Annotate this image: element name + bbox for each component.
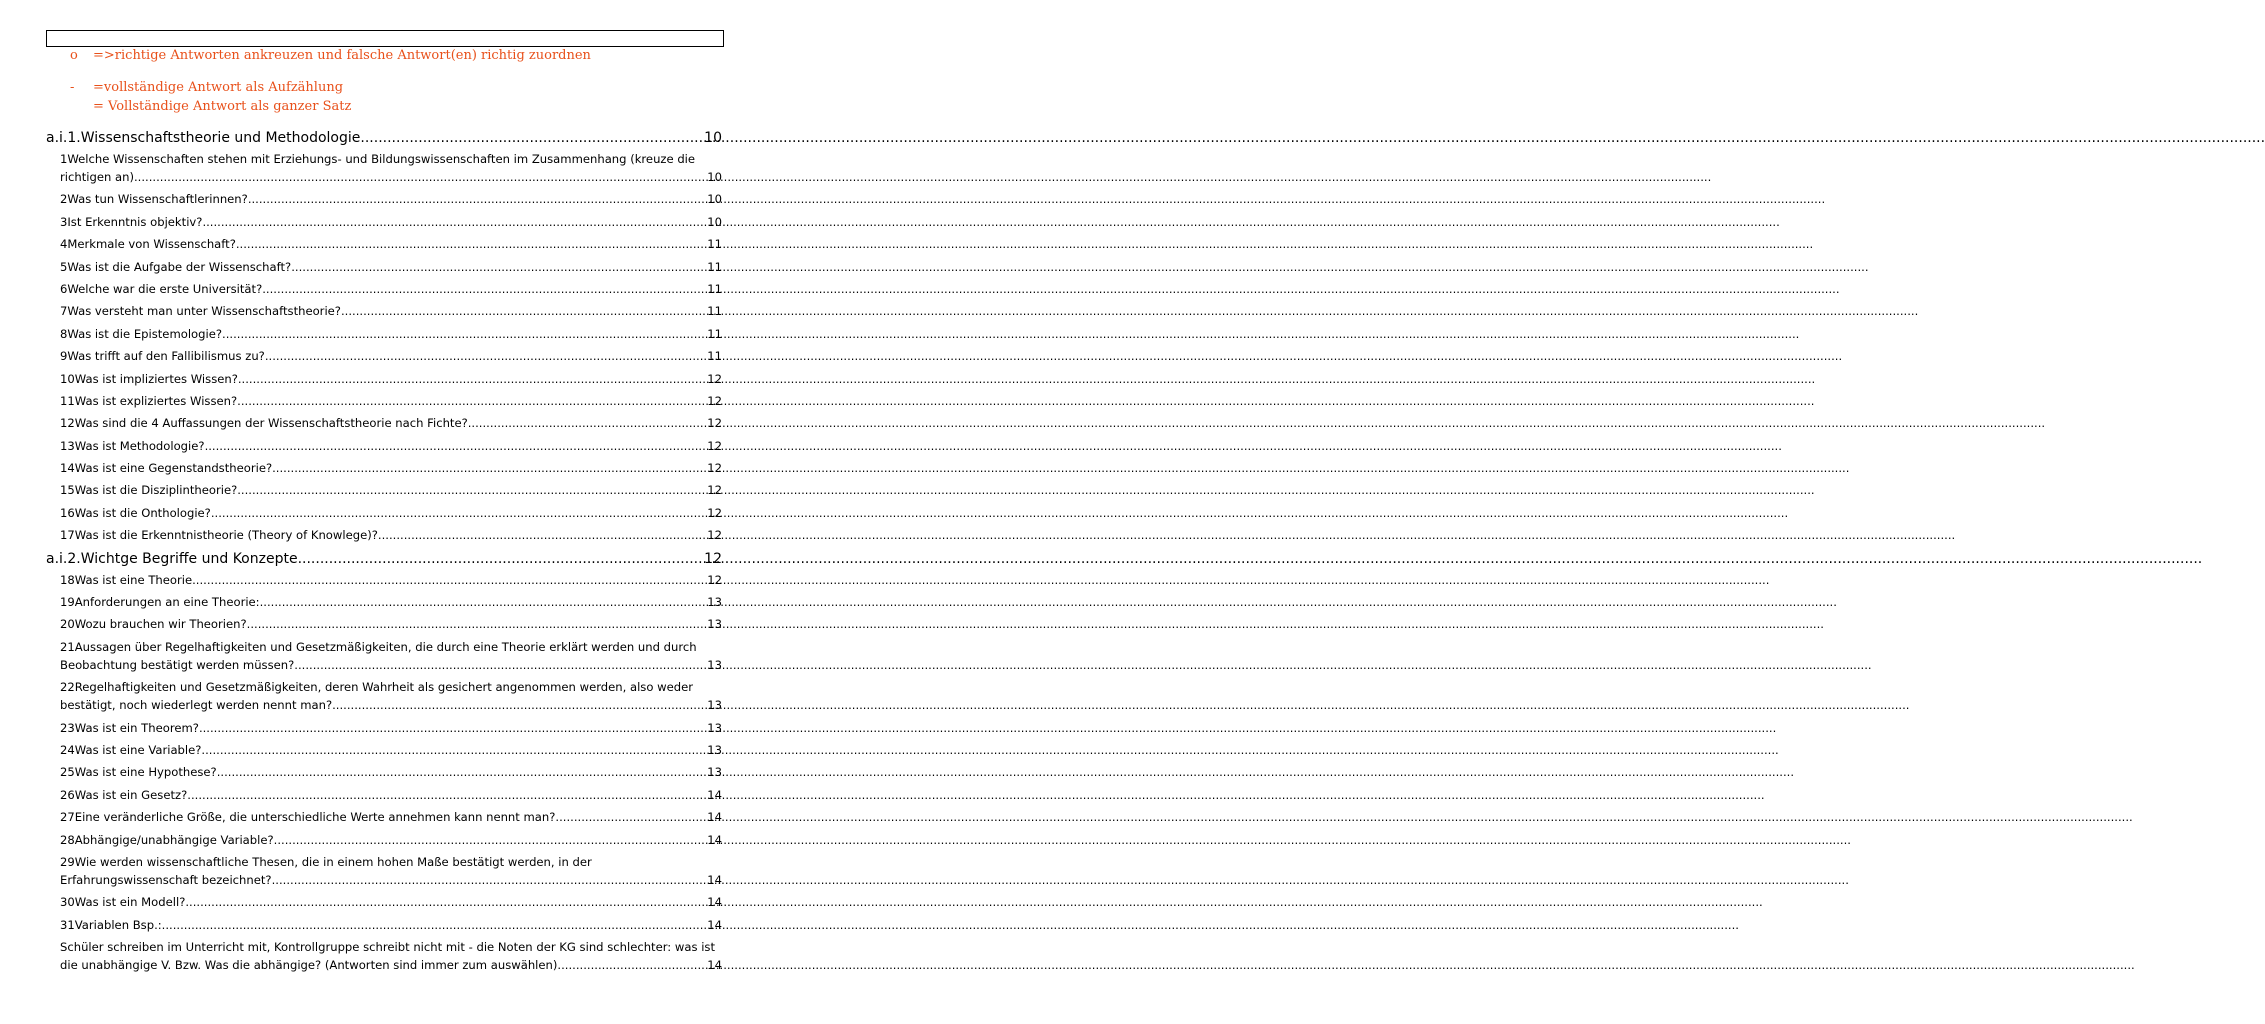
toc-entry-text: 19Anforderungen an eine Theorie: (60, 595, 260, 610)
toc-entry[interactable] (46, 150, 722, 186)
toc-page-number: 14 (707, 895, 722, 910)
toc-entry[interactable] (46, 504, 722, 522)
toc-entry-text: 16Was ist die Onthologie? (60, 505, 211, 520)
toc-entry-line2 (60, 656, 722, 674)
toc-page-number: 14 (707, 958, 722, 973)
toc-heading[interactable] (46, 128, 722, 150)
toc-leader-dots (468, 414, 706, 432)
toc-entry[interactable] (46, 190, 722, 208)
toc-entry[interactable] (46, 437, 722, 455)
toc-leader-dots (557, 956, 706, 974)
legend-text-checkbox: =>richtige Antworten ankreuzen und falsche Antwort(en) richtig zuordnen (93, 48, 591, 63)
toc-entry-text: die unabhängige V. Bzw. Was die abhängige? (Antworten sind immer zum auswählen) (60, 958, 558, 973)
toc-entry-text: 23Was ist ein Theorem? (60, 720, 199, 735)
toc-leader-dots (332, 696, 706, 714)
toc-leader-dots (236, 235, 706, 253)
toc-leader-dots (248, 190, 706, 208)
toc-entry-text: 12Was sind die 4 Auffassungen der Wissenschaftstheorie nach Fichte? (60, 416, 468, 431)
toc-page-number: 10 (704, 130, 722, 146)
toc-leader-dots (211, 504, 706, 522)
toc-page-number: 10 (707, 192, 722, 207)
toc-heading[interactable] (46, 549, 722, 571)
toc-page-number: 10 (707, 214, 722, 229)
toc-entry-text-line1: 29Wie werden wissenschaftliche Thesen, die in einem hohen Maße bestätigt werden, in der (60, 854, 592, 869)
toc-page-number: 13 (707, 720, 722, 735)
toc-leader-dots (274, 831, 707, 849)
toc-entry-text: 7Was versteht man unter Wissenschaftstheorie? (60, 304, 341, 319)
toc-entry-text: Beobachtung bestätigt werden müssen? (60, 657, 295, 672)
toc-leader-dots (378, 526, 706, 544)
toc-entry[interactable] (46, 831, 722, 849)
toc-leader-dots (187, 786, 706, 804)
toc-leader-dots (217, 763, 707, 781)
toc-entry-text: 9Was trifft auf den Fallibilismus zu? (60, 349, 265, 364)
toc-page-number: 12 (704, 550, 722, 567)
toc-page-number: 14 (707, 872, 722, 887)
toc-page-number: 11 (707, 304, 722, 319)
toc-entry[interactable] (46, 893, 722, 911)
toc-entry[interactable] (46, 741, 722, 759)
toc-entry[interactable] (46, 786, 722, 804)
toc-heading-title: a.i.1.Wissenschaftstheorie und Methodologie (46, 130, 361, 146)
toc-page-number: 13 (707, 742, 722, 757)
toc-entry[interactable] (46, 615, 722, 633)
toc-leader-dots (341, 302, 706, 320)
toc-entry[interactable] (46, 302, 722, 320)
toc-page-number: 14 (707, 832, 722, 847)
toc-entry[interactable] (46, 938, 722, 974)
toc-entry-text: 2Was tun Wissenschaftlerinnen? (60, 192, 248, 207)
toc-entry-text: 27Eine veränderliche Größe, die unterschiedliche Werte annehmen kann nennt man? (60, 810, 556, 825)
toc-entry-text-line1: 22Regelhaftigkeiten und Gesetzmäßigkeiten, deren Wahrheit als gesichert angenommen werden, also weder (60, 680, 693, 695)
toc-entry-text: 18Was ist eine Theorie (60, 572, 193, 587)
toc-page-number: 13 (707, 617, 722, 632)
toc-page-number: 11 (707, 281, 722, 296)
toc-entry-text: 17Was ist die Erkenntnistheorie (Theory of Knowlege)? (60, 528, 378, 543)
toc-heading-title: a.i.2.Wichtge Begriffe und Konzepte (46, 550, 298, 567)
toc-entry[interactable] (46, 763, 722, 781)
toc-entry-line2 (60, 871, 722, 889)
toc-leader-dots (202, 213, 706, 231)
toc-entry[interactable] (46, 280, 722, 298)
toc-page-number: 12 (707, 371, 722, 386)
toc-entry[interactable] (46, 719, 722, 737)
toc-leader-dots (237, 481, 706, 499)
toc-page-number: 12 (707, 416, 722, 431)
legend-text-sentence: = Vollständige Antwort als ganzer Satz (93, 99, 352, 114)
toc-page-number: 11 (707, 326, 722, 341)
toc-entry-text: Erfahrungswissenschaft bezeichnet? (60, 872, 272, 887)
toc-page-number: 13 (707, 698, 722, 713)
toc-entry-text-line1: Schüler schreiben im Unterricht mit, Kontrollgruppe schreibt nicht mit - die Noten der KG sind schlechter: was ist (60, 940, 716, 955)
toc-leader-dots (185, 893, 706, 911)
toc-entry-line2 (60, 956, 722, 974)
header-frame (46, 30, 724, 47)
toc-entry-text: 28Abhängige/unabhängige Variable? (60, 832, 274, 847)
toc-entry[interactable] (46, 853, 722, 889)
toc-page-number: 12 (707, 528, 722, 543)
toc-entry[interactable] (46, 235, 722, 253)
toc-page-number: 13 (707, 595, 722, 610)
toc-entry-line2 (60, 696, 722, 714)
toc-page-number: 12 (707, 505, 722, 520)
toc-leader-dots (162, 916, 707, 934)
dash-bullet-icon: - (70, 80, 75, 95)
toc-leader-dots (555, 808, 706, 826)
legend-text-list: =vollständige Antwort als Aufzählung (93, 80, 344, 95)
toc-page-number: 12 (707, 483, 722, 498)
toc-page-number: 12 (707, 572, 722, 587)
toc-leader-dots (262, 280, 706, 298)
toc-entry[interactable] (46, 526, 722, 544)
toc-entry[interactable] (46, 481, 722, 499)
toc-page-number: 14 (707, 787, 722, 802)
toc-entry[interactable] (46, 593, 722, 611)
toc-entry[interactable] (46, 916, 722, 934)
toc-entry[interactable] (46, 370, 722, 388)
toc-entry-text: 26Was ist ein Gesetz? (60, 787, 188, 802)
toc-page-number: 11 (707, 259, 722, 274)
toc-page-number: 13 (707, 765, 722, 780)
toc-leader-dots (205, 437, 707, 455)
toc-entry-text: 24Was ist eine Variable? (60, 742, 202, 757)
toc-entry-text: richtigen an) (60, 170, 134, 184)
toc-entry-text-line1: 21Aussagen über Regelhaftigkeiten und Gesetzmäßigkeiten, die durch eine Theorie erklärt werden und durch (60, 639, 697, 654)
toc-entry-text-line1: 1Welche Wissenschaften stehen mit Erziehungs- und Bildungswissenschaften im Zusammenhang (kreuze die (60, 152, 696, 166)
toc-entry-text: 30Was ist ein Modell? (60, 895, 186, 910)
toc-leader-dots (201, 741, 706, 759)
toc-entry-text: 20Wozu brauchen wir Theorien? (60, 617, 247, 632)
toc-page-number: 12 (707, 461, 722, 476)
toc-entry[interactable] (46, 258, 722, 276)
toc-leader-dots (222, 325, 706, 343)
toc-entry-text: 3Ist Erkenntnis objektiv? (60, 214, 203, 229)
toc-page-number: 11 (707, 349, 722, 364)
table-of-contents (46, 128, 722, 979)
toc-leader-dots (192, 571, 706, 589)
toc-entry-text: 5Was ist die Aufgabe der Wissenschaft? (60, 259, 292, 274)
toc-entry[interactable] (46, 325, 722, 343)
toc-leader-dots (291, 258, 706, 276)
toc-entry-text: 31Variablen Bsp.: (60, 917, 162, 932)
toc-page-number: 13 (707, 657, 722, 672)
toc-entry-text: 13Was ist Methodologie? (60, 438, 205, 453)
toc-leader-dots (265, 347, 706, 365)
toc-entry[interactable] (46, 571, 722, 589)
toc-entry-text: bestätigt, noch wiederlegt werden nennt man? (60, 698, 333, 713)
toc-entry-text: 14Was ist eine Gegenstandstheorie? (60, 461, 273, 476)
toc-leader-dots (199, 719, 706, 737)
toc-leader-dots (237, 392, 706, 410)
toc-entry[interactable] (46, 808, 722, 826)
toc-page-number: 11 (707, 237, 722, 252)
toc-page-number: 12 (707, 438, 722, 453)
toc-entry[interactable] (46, 213, 722, 231)
toc-entry[interactable] (46, 678, 722, 714)
toc-leader-dots (294, 656, 706, 674)
toc-entry-text: 8Was ist die Epistemologie? (60, 326, 223, 341)
toc-leader-dots (134, 168, 706, 186)
toc-entry-text: 15Was ist die Disziplintheorie? (60, 483, 238, 498)
toc-entry[interactable] (46, 392, 722, 410)
toc-leader-dots (360, 128, 703, 148)
toc-entry-text: 10Was ist impliziertes Wissen? (60, 371, 238, 386)
toc-entry-text: 25Was ist eine Hypothese? (60, 765, 217, 780)
toc-page-number: 14 (707, 917, 722, 932)
toc-entry[interactable] (46, 638, 722, 674)
toc-leader-dots (247, 615, 707, 633)
toc-entry-line2 (60, 168, 722, 186)
toc-page-number: 10 (707, 170, 722, 184)
toc-leader-dots (238, 370, 706, 388)
circle-bullet-icon: o (70, 48, 78, 63)
toc-entry-text: 11Was ist expliziertes Wissen? (60, 393, 238, 408)
toc-leader-dots (272, 871, 707, 889)
toc-leader-dots (260, 593, 707, 611)
toc-entry[interactable] (46, 347, 722, 365)
toc-entry-text: 6Welche war die erste Universität? (60, 281, 263, 296)
toc-leader-dots (298, 549, 704, 569)
toc-leader-dots (272, 459, 706, 477)
toc-entry[interactable] (46, 414, 722, 432)
toc-page-number: 14 (707, 810, 722, 825)
toc-entry[interactable] (46, 459, 722, 477)
toc-entry-text: 4Merkmale von Wissenschaft? (60, 237, 236, 252)
toc-page-number: 12 (707, 393, 722, 408)
